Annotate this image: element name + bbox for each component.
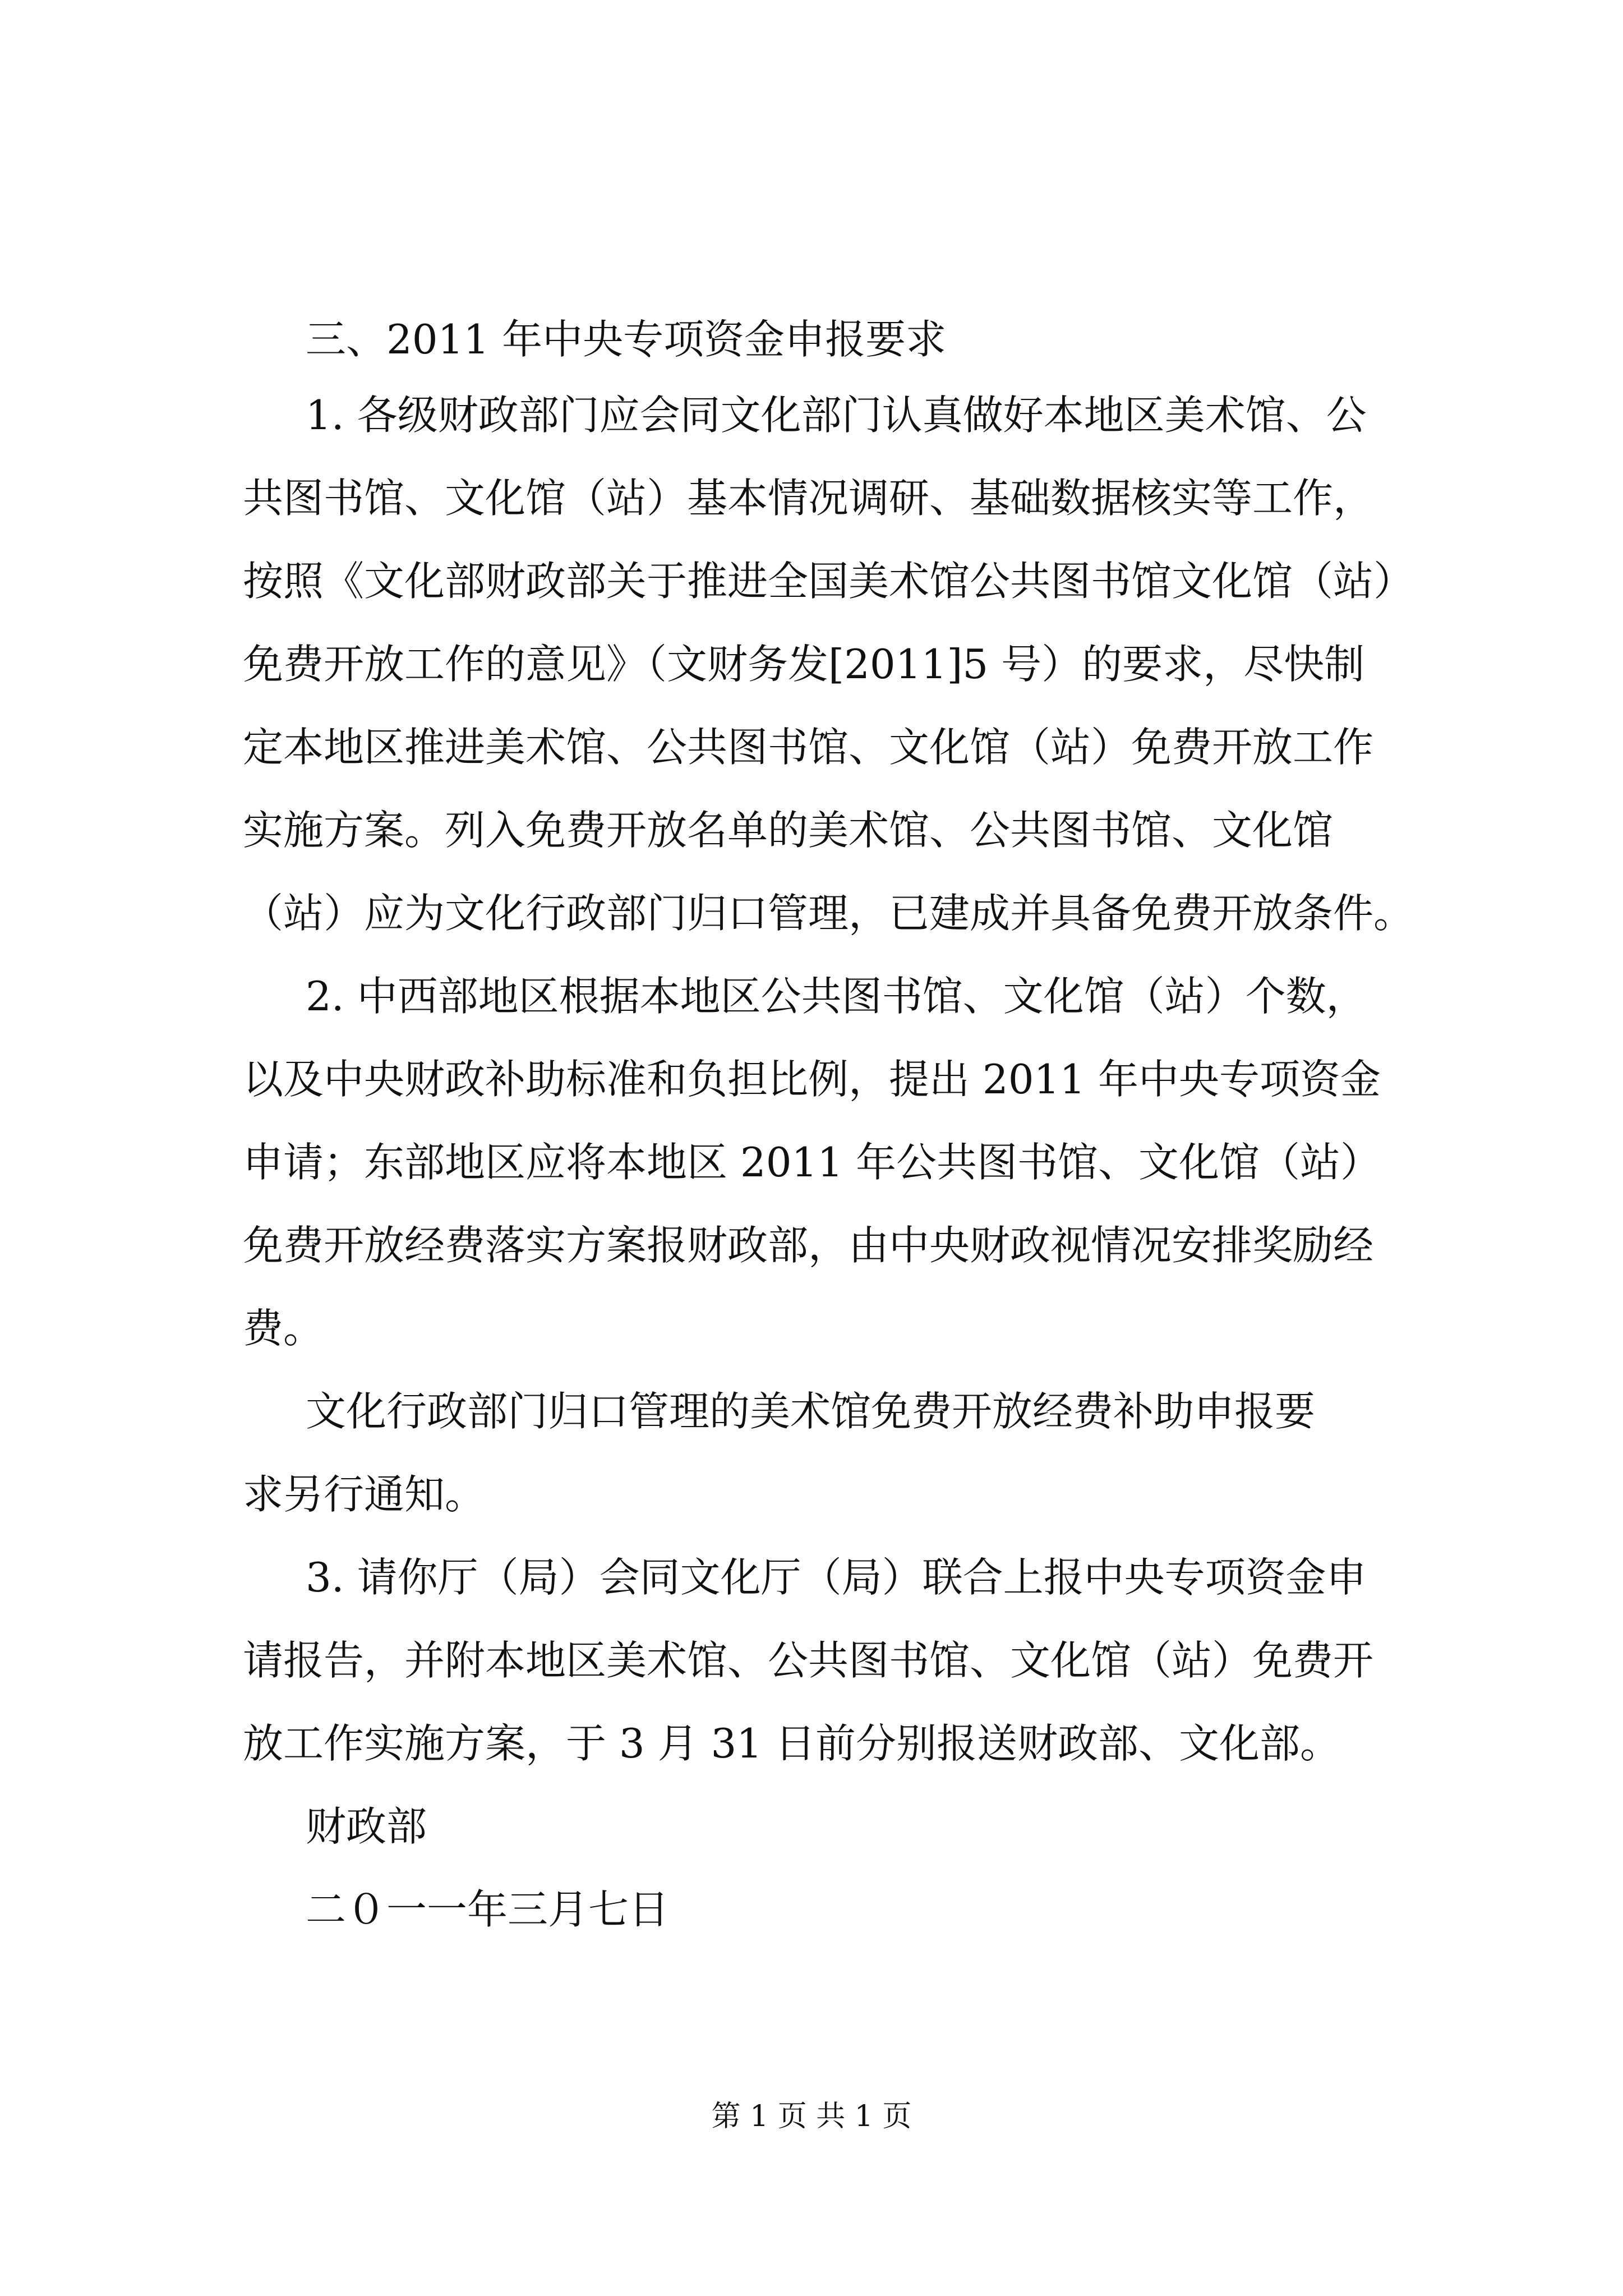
paragraph-line: （站）应为文化行政部门归口管理，已建成并具备免费开放条件。 xyxy=(243,890,1414,937)
paragraph-line: 1. 各级财政部门应会同文化部门认真做好本地区美术馆、公 xyxy=(306,392,1367,439)
paragraph-line: 放工作实施方案，于 3 月 31 日前分别报送财政部、文化部。 xyxy=(243,1720,1340,1767)
paragraph-line: 免费开放工作的意见》（文财务发[2011]5 号）的要求，尽快制 xyxy=(243,641,1365,688)
paragraph-line: 请报告，并附本地区美术馆、公共图书馆、文化馆（站）免费开 xyxy=(243,1637,1374,1684)
paragraph-line: 定本地区推进美术馆、公共图书馆、文化馆（站）免费开放工作 xyxy=(243,724,1374,771)
document-date: 二０一一年三月七日 xyxy=(306,1886,670,1933)
signature: 财政部 xyxy=(306,1803,427,1850)
paragraph-line: 费。 xyxy=(243,1305,324,1352)
paragraph-line: 求另行通知。 xyxy=(243,1471,486,1518)
section-heading: 三、2011 年中央专项资金申报要求 xyxy=(306,316,947,363)
paragraph-line: 以及中央财政补助标准和负担比例，提出 2011 年中央专项资金 xyxy=(243,1056,1381,1103)
paragraph-line: 实施方案。列入免费开放名单的美术馆、公共图书馆、文化馆 xyxy=(243,807,1334,854)
paragraph-line: 申请；东部地区应将本地区 2011 年公共图书馆、文化馆（站） xyxy=(243,1139,1381,1186)
paragraph-line: 2. 中西部地区根据本地区公共图书馆、文化馆（站）个数， xyxy=(306,973,1367,1020)
paragraph-line: 共图书馆、文化馆（站）基本情况调研、基础数据核实等工作， xyxy=(243,475,1374,522)
paragraph-line: 文化行政部门归口管理的美术馆免费开放经费补助申报要 xyxy=(306,1388,1316,1435)
paragraph-line: 按照《文化部财政部关于推进全国美术馆公共图书馆文化馆（站） xyxy=(243,558,1414,605)
page-footer: 第 1 页 共 1 页 xyxy=(711,2100,912,2133)
paragraph-line: 免费开放经费落实方案报财政部，由中央财政视情况安排奖励经 xyxy=(243,1222,1374,1269)
paragraph-line: 3. 请你厅（局）会同文化厅（局）联合上报中央专项资金申 xyxy=(306,1554,1367,1601)
